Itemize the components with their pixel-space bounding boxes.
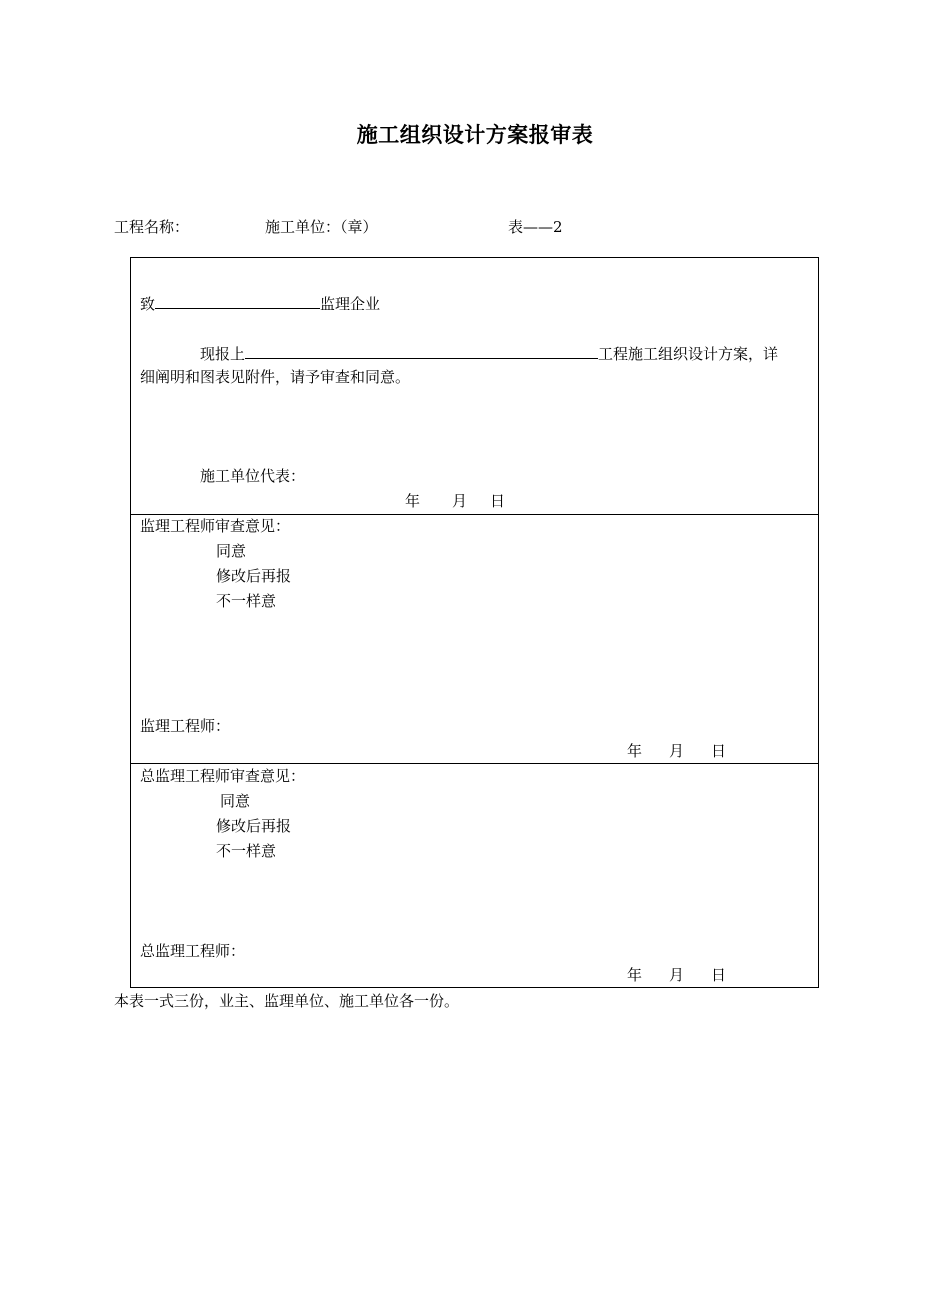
section-divider-2 bbox=[130, 763, 819, 764]
date-month-3: 月 bbox=[669, 966, 685, 984]
project-name-label: 工程名称： bbox=[114, 218, 190, 236]
page-title: 施工组织设计方案报审表 bbox=[356, 122, 594, 147]
section-divider-1 bbox=[130, 514, 819, 515]
report-suffix: 工程施工组织设计方案，详 bbox=[598, 345, 779, 363]
chief-signer-label: 总监理工程师： bbox=[140, 942, 246, 960]
contractor-label: 施工单位：（章） bbox=[265, 218, 378, 236]
date-month-1: 月 bbox=[452, 492, 468, 510]
contractor-rep-label: 施工单位代表： bbox=[200, 467, 306, 485]
engineer-option-revise[interactable]: 修改后再报 bbox=[216, 567, 292, 585]
engineer-signer-label: 监理工程师： bbox=[140, 717, 231, 735]
report-line bbox=[200, 344, 778, 362]
date-day-1: 日 bbox=[490, 492, 506, 510]
engineer-option-reject[interactable]: 不一样意 bbox=[216, 592, 277, 610]
date-day-3: 日 bbox=[711, 966, 727, 984]
report-line-2: 细阐明和图表见附件，请予审查和同意。 bbox=[140, 368, 411, 386]
date-year-3: 年 bbox=[627, 966, 643, 984]
supervisor-company-blank[interactable] bbox=[155, 294, 320, 309]
project-blank[interactable] bbox=[245, 344, 598, 359]
chief-option-approve[interactable]: 同意 bbox=[220, 792, 251, 810]
date-year-2: 年 bbox=[627, 742, 643, 760]
footer-note: 本表一式三份，业主、监理单位、施工单位各一份。 bbox=[114, 992, 460, 1010]
addressee-line bbox=[140, 294, 380, 312]
form-code: 表——2 bbox=[508, 218, 563, 236]
chief-option-reject[interactable]: 不一样意 bbox=[216, 842, 277, 860]
chief-option-revise[interactable]: 修改后再报 bbox=[216, 817, 292, 835]
addressee-suffix: 监理企业 bbox=[320, 295, 381, 313]
engineer-review-heading: 监理工程师审查意见： bbox=[140, 517, 291, 535]
report-prefix: 现报上 bbox=[200, 345, 246, 363]
addressee-prefix: 致 bbox=[140, 295, 156, 313]
form-table bbox=[130, 257, 819, 988]
engineer-option-approve[interactable]: 同意 bbox=[216, 542, 247, 560]
date-day-2: 日 bbox=[711, 742, 727, 760]
date-year-1: 年 bbox=[405, 492, 421, 510]
chief-review-heading: 总监理工程师审查意见： bbox=[140, 767, 306, 785]
date-month-2: 月 bbox=[669, 742, 685, 760]
